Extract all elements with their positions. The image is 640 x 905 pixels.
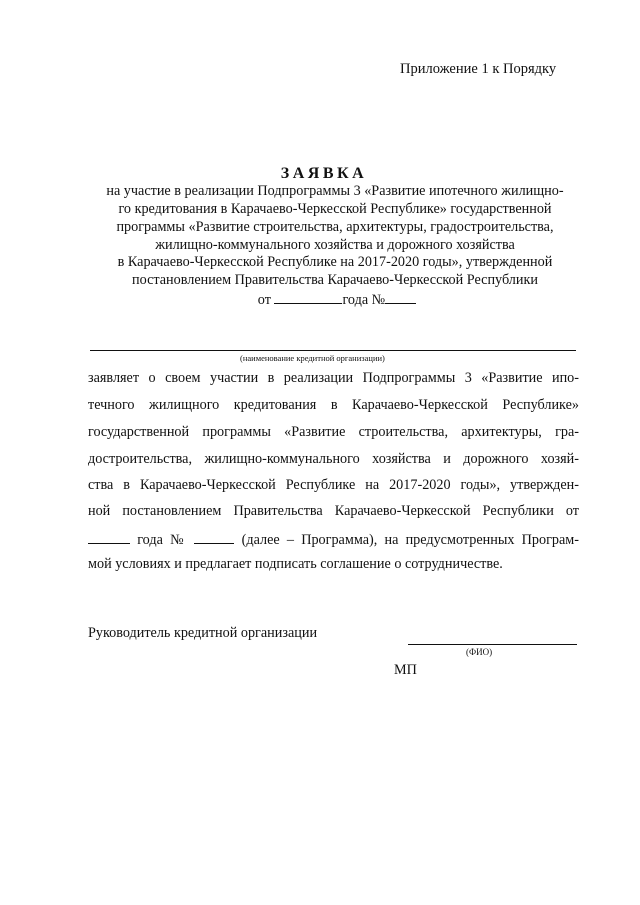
program-date-blank <box>88 530 130 544</box>
fio-caption: (ФИО) <box>466 647 493 657</box>
body-line-2: течного жилищного кредитования в Карачаево-Черкесской Республике» <box>88 397 579 413</box>
subtitle-line-3: программы «Развитие строительства, архитектуры, градостроительства, <box>116 219 554 235</box>
organization-caption: (наименование кредитной организации) <box>240 353 385 363</box>
signature-label: Руководитель кредитной организации <box>88 625 318 641</box>
stamp-place: МП <box>394 662 417 678</box>
body-line-4: достроительства, жилищно-коммунального хозяйства и дорожного хозяй- <box>88 451 579 467</box>
body-line-7 <box>88 530 579 549</box>
program-number-blank <box>194 530 234 544</box>
document-title: ЗАЯВКА <box>280 165 368 182</box>
body-line-6: ной постановлением Правительства Карачаево-Черкесской Республики от <box>88 503 579 519</box>
program-date-mid: года № <box>137 532 188 548</box>
signature-line <box>408 644 577 645</box>
number-blank <box>385 290 416 304</box>
subtitle-line-6: постановлением Правительства Карачаево-Черкесской Республики <box>132 272 538 288</box>
body-line-7-end: (далее – Программа), на предусмотренных Програм- <box>241 532 579 548</box>
subtitle-line-4: жилищно-коммунального хозяйства и дорожного хозяйства <box>155 237 515 253</box>
appendix-reference: Приложение 1 к Порядку <box>400 61 557 77</box>
body-line-8: мой условиях и предлагает подписать соглашение о сотрудничестве. <box>88 556 503 572</box>
date-prefix: от <box>257 292 271 308</box>
date-blank <box>274 290 342 304</box>
subtitle-line-1: на участие в реализации Подпрограммы 3 «Развитие ипотечного жилищно- <box>106 183 564 199</box>
body-line-3: государственной программы «Развитие строительства, архитектуры, гра- <box>88 424 579 440</box>
body-line-1: заявляет о своем участии в реализации Подпрограммы 3 «Развитие ипо- <box>88 370 579 386</box>
date-number-line <box>0 290 640 309</box>
date-mid: года № <box>342 292 386 308</box>
subtitle-line-2: го кредитования в Карачаево-Черкесской Республике» государственной <box>118 201 552 217</box>
organization-name-line <box>90 350 576 351</box>
body-line-5: ства в Карачаево-Черкесской Республике на 2017-2020 годы», утвержден- <box>88 477 579 493</box>
subtitle-line-5: в Карачаево-Черкесской Республике на 2017-2020 годы», утвержденной <box>117 254 553 270</box>
